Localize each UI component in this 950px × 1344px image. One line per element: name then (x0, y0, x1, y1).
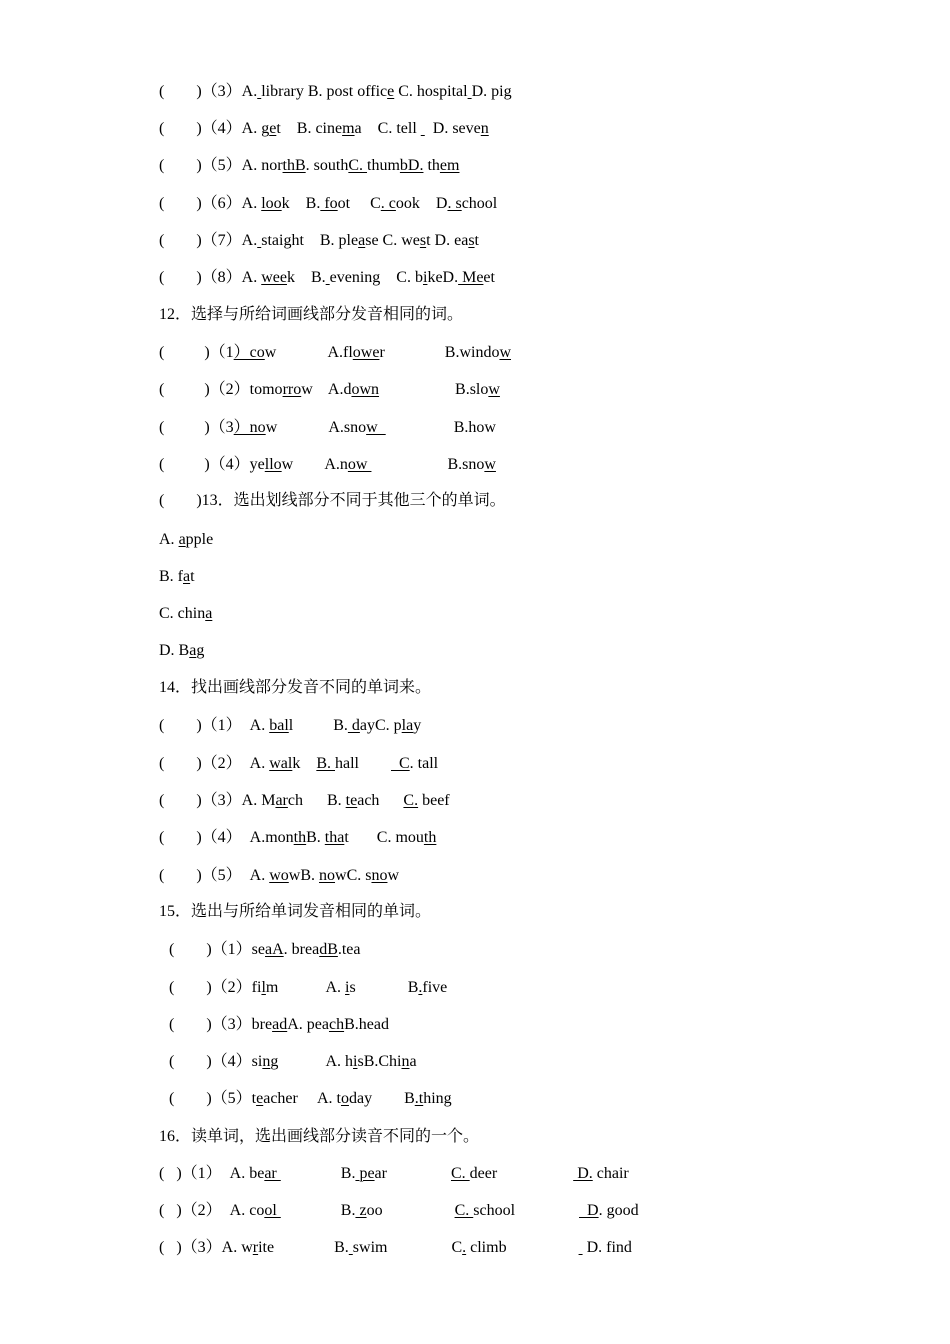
text-segment: w A.sno (265, 419, 367, 436)
text-line (159, 343, 511, 363)
underlined-segment: i (345, 979, 350, 996)
underlined-segment: B. (316, 755, 335, 772)
text-segment: ook D (395, 195, 448, 212)
underlined-segment: z (355, 1202, 367, 1219)
text-segment: ( )（2）fi (165, 979, 262, 996)
text-segment: w A.fl (264, 344, 353, 361)
text-segment: . good (598, 1202, 639, 1219)
text-segment: se C. we (365, 232, 420, 249)
text-line (165, 1052, 417, 1072)
text-segment: ch B. (287, 792, 346, 809)
underlined-segment: a (189, 642, 197, 659)
underlined-segment: i (353, 1053, 358, 1070)
underlined-segment: e (387, 83, 395, 100)
text-segment: t D. ea (426, 232, 469, 249)
underlined-segment: thB (282, 157, 306, 174)
underlined-segment: a (358, 232, 366, 249)
text-segment: ( )（4）ye (159, 456, 265, 473)
text-segment: ( )（1 (159, 344, 234, 361)
text-segment: 15．选出与所给单词发音相同的单词。 (159, 903, 432, 920)
underlined-segment: C. (450, 1165, 470, 1182)
underlined-segment: n (401, 1053, 410, 1070)
text-segment: r B.windo (379, 344, 500, 361)
text-segment: w A.d (301, 381, 352, 398)
text-segment: y (413, 717, 422, 734)
text-segment: B.slo (379, 381, 489, 398)
underlined-segment: C. (454, 1202, 474, 1219)
text-segment: ( )（4）si (165, 1053, 263, 1070)
text-line (159, 418, 496, 438)
underlined-segment: r (252, 1239, 259, 1256)
text-segment: ( )（3）A. M (159, 792, 276, 809)
text-segment: D. B (159, 642, 190, 659)
underlined-segment: C. (403, 792, 419, 809)
underlined-segment: owe (352, 344, 380, 361)
text-segment: beef (418, 792, 450, 809)
text-segment: ite B. (258, 1239, 349, 1256)
underlined-segment: ）no (233, 419, 266, 436)
text-line (159, 641, 204, 661)
underlined-segment: rro (282, 381, 302, 398)
text-line (165, 1089, 452, 1109)
underlined-segment: th (293, 829, 307, 846)
underlined-segment: a (178, 531, 186, 548)
text-segment: 16．读单词，选出画线部分读音不同的一个。 (159, 1128, 480, 1145)
underlined-segment: own (351, 381, 380, 398)
text-segment: five (422, 979, 448, 996)
text-line (159, 305, 463, 325)
text-segment: deer (469, 1165, 574, 1182)
underlined-segment: C (391, 755, 410, 772)
text-segment: school (473, 1202, 580, 1219)
underlined-segment: n (480, 120, 489, 137)
text-line (159, 604, 212, 624)
underlined-segment: . (418, 979, 423, 996)
text-line (159, 119, 489, 139)
text-line (159, 1238, 632, 1258)
underlined-segment: n (262, 1053, 271, 1070)
text-segment: ( )（1） A. be (159, 1165, 265, 1182)
text-segment: D. find (582, 1239, 632, 1256)
text-segment: A. pea (287, 1016, 329, 1033)
text-line (159, 455, 496, 475)
underlined-segment: bD. (399, 157, 424, 174)
underlined-segment: . (462, 1239, 467, 1256)
text-segment: ( )（2） A. co (159, 1202, 265, 1219)
underlined-segment: w (488, 381, 500, 398)
text-segment: ach (357, 792, 404, 809)
text-segment: climb (466, 1239, 579, 1256)
underlined-segment: a (205, 605, 213, 622)
text-segment: s B (349, 979, 419, 996)
text-line (159, 678, 431, 698)
text-segment: ( )（3）bre (165, 1016, 273, 1033)
text-segment: ( )（3）A. w (159, 1239, 253, 1256)
text-line (159, 716, 421, 736)
text-line (159, 380, 500, 400)
text-segment: t (190, 568, 195, 585)
text-segment: 12．选择与所给词画线部分发音相同的词。 (159, 306, 464, 323)
text-segment: ( )（6）A. (159, 195, 262, 212)
underlined-segment: la (401, 717, 414, 734)
underlined-segment: em (439, 157, 460, 174)
underlined-segment: w (499, 344, 511, 361)
text-line (159, 1201, 639, 1221)
text-segment: ( )（5）A. nor (159, 157, 283, 174)
text-segment: A. (159, 531, 179, 548)
underlined-segment: no (319, 867, 336, 884)
text-segment: ( )13．选出划线部分不同于其他三个的单词。 (159, 492, 506, 509)
text-segment: t C. mou (344, 829, 424, 846)
text-segment: wC. s (335, 867, 372, 884)
underlined-segment: bal (269, 717, 289, 734)
text-line (159, 530, 213, 550)
text-segment: chair (592, 1165, 629, 1182)
text-segment: . tall (409, 755, 439, 772)
text-segment: B.head (344, 1016, 389, 1033)
text-line (159, 82, 512, 102)
text-line (165, 978, 447, 998)
text-line (159, 156, 459, 176)
underlined-segment: ar (264, 1165, 281, 1182)
text-segment: ( )（2）tomo (159, 381, 283, 398)
text-line (159, 268, 495, 288)
underlined-segment: s (419, 232, 427, 249)
underlined-segment: a (183, 568, 191, 585)
underlined-segment: dB (319, 941, 338, 958)
text-segment: C. hospital (394, 83, 468, 100)
underlined-segment: d (347, 717, 360, 734)
underlined-segment: i (422, 269, 428, 286)
text-line (159, 491, 506, 511)
text-segment: .tea (337, 941, 361, 958)
underlined-segment: pe (355, 1165, 375, 1182)
underlined-segment: te (345, 792, 358, 809)
text-segment: acher A. t (263, 1090, 341, 1107)
text-segment: B. (280, 1165, 356, 1182)
text-segment: l B. (288, 717, 348, 734)
text-segment: thum (367, 157, 400, 174)
text-segment: pple (185, 531, 214, 548)
text-segment: ( )（4） A.mon (159, 829, 294, 846)
text-segment: ( )（7）A. (159, 232, 258, 249)
text-segment: 14．找出画线部分发音不同的单词来。 (159, 679, 432, 696)
text-line (159, 194, 497, 214)
underlined-segment: wee (261, 269, 287, 286)
underlined-segment: l (261, 979, 266, 996)
text-segment: ( )（3）A. (159, 83, 258, 100)
underlined-segment: aA (265, 941, 284, 958)
text-segment: B.how (385, 419, 496, 436)
text-segment: g A. h (270, 1053, 354, 1070)
text-segment: B. (306, 829, 325, 846)
underlined-segment: o (340, 1090, 349, 1107)
text-segment: C. chin (159, 605, 206, 622)
text-line (159, 754, 438, 774)
underlined-segment: wo (269, 867, 289, 884)
text-line (165, 1015, 389, 1035)
underlined-segment: e (256, 1090, 264, 1107)
underlined-segment: . s (447, 195, 462, 212)
text-segment: staight B. ple (261, 232, 359, 249)
underlined-segment: w (366, 419, 386, 436)
text-segment: ( )（8）A. (159, 269, 262, 286)
text-segment: B. f (159, 568, 183, 585)
text-segment: m A. (265, 979, 346, 996)
text-segment: et (483, 269, 495, 286)
underlined-segment: ch (328, 1016, 345, 1033)
text-segment: wB. (288, 867, 320, 884)
underlined-segment: .t (414, 1090, 424, 1107)
text-segment: sB.Chi (357, 1053, 402, 1070)
text-segment: D. seve (424, 120, 481, 137)
underlined-segment: C. (348, 157, 368, 174)
underlined-segment: m (342, 120, 355, 137)
text-segment: ( )（2） A. (159, 755, 270, 772)
text-segment: a C. tell (354, 120, 421, 137)
text-segment: hing (423, 1090, 452, 1107)
text-segment: D. pig (471, 83, 512, 100)
text-segment: w A.n (281, 456, 348, 473)
text-segment: ( )（5） A. (159, 867, 270, 884)
text-segment: B.sno (371, 456, 485, 473)
underlined-segment: th (423, 829, 437, 846)
text-segment: k B. (286, 269, 326, 286)
underlined-segment: w (484, 456, 496, 473)
underlined-segment: D (579, 1202, 599, 1219)
text-segment: ( )（5）t (165, 1090, 257, 1107)
underlined-segment: wal (269, 755, 293, 772)
text-line (159, 567, 195, 587)
underlined-segment: llo (264, 456, 282, 473)
text-segment: day B (348, 1090, 415, 1107)
text-line (159, 1127, 479, 1147)
underlined-segment: Me (458, 269, 484, 286)
text-segment: ( )（3 (159, 419, 234, 436)
underlined-segment: ad (272, 1016, 288, 1033)
text-segment: ( )（4）A. g (159, 120, 270, 137)
text-line (159, 1164, 629, 1184)
text-segment: . brea (283, 941, 320, 958)
text-segment: t (474, 232, 479, 249)
text-segment: chool (461, 195, 498, 212)
underlined-segment: ）co (233, 344, 265, 361)
underlined-segment: loo (261, 195, 282, 212)
underlined-segment: s (468, 232, 475, 249)
text-line (159, 231, 479, 251)
text-segment: ayC. p (359, 717, 402, 734)
text-segment: ( )（1） A. (159, 717, 270, 734)
underlined-segment: ow (347, 456, 372, 473)
underlined-segment: tha (324, 829, 345, 846)
underlined-segment: D. (573, 1165, 593, 1182)
text-segment: t B. cine (276, 120, 343, 137)
text-line (165, 940, 361, 960)
underlined-segment: ar (275, 792, 288, 809)
text-segment: ( )（1）se (165, 941, 265, 958)
underlined-segment: no (371, 867, 388, 884)
text-segment: w (387, 867, 400, 884)
text-segment: ot C (337, 195, 381, 212)
underlined-segment: ol (264, 1202, 281, 1219)
text-segment: keD. (427, 269, 459, 286)
text-segment: swim C (352, 1239, 463, 1256)
text-segment: B. (280, 1202, 356, 1219)
text-line (159, 828, 436, 848)
text-segment: k (292, 755, 317, 772)
text-segment: library B. post offic (261, 83, 388, 100)
text-line (159, 902, 431, 922)
underlined-segment: fo (320, 195, 338, 212)
text-segment: evening C. b (329, 269, 423, 286)
text-segment: a (409, 1053, 417, 1070)
underlined-segment: e (269, 120, 277, 137)
text-segment: th (423, 157, 440, 174)
text-segment: k B. (281, 195, 321, 212)
text-segment: oo (366, 1202, 455, 1219)
underlined-segment: . c (380, 195, 396, 212)
text-segment: . south (305, 157, 349, 174)
text-segment: g (196, 642, 205, 659)
text-line (159, 791, 450, 811)
text-line (159, 866, 399, 886)
text-segment: hall (335, 755, 391, 772)
text-segment: ar (374, 1165, 451, 1182)
